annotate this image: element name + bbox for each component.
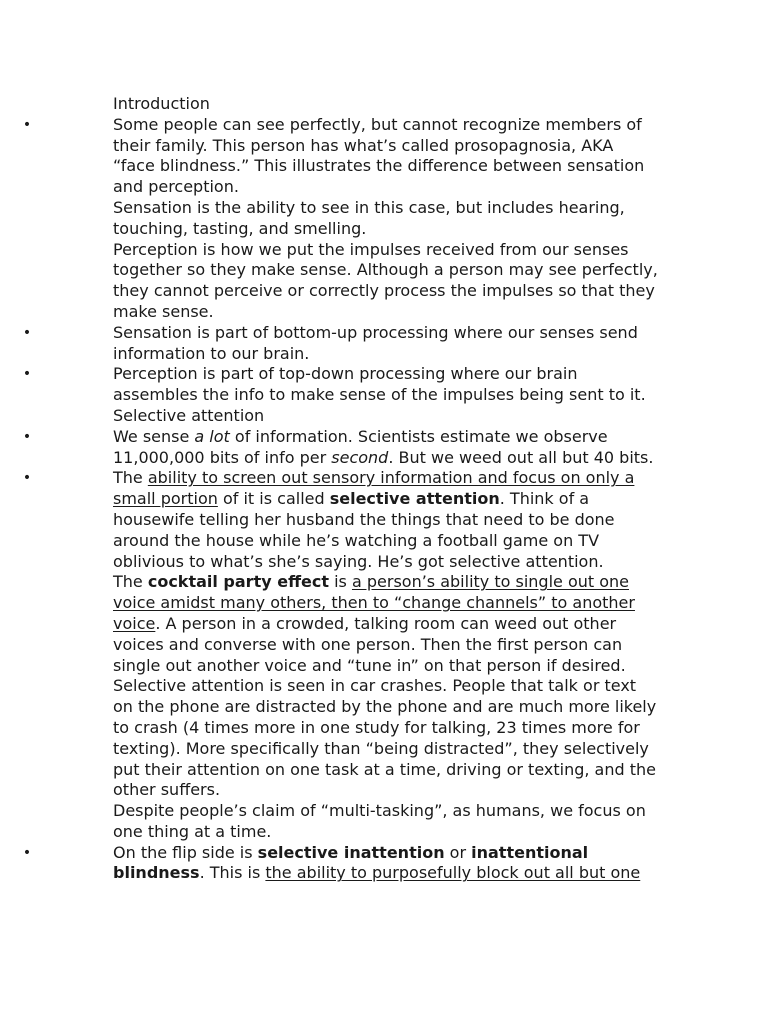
paragraph bbox=[0, 323, 658, 365]
text-run: Perception is part of top-down processing where our brain assembles the info to make sense of the impulses being sent to it. bbox=[113, 364, 646, 405]
underlined-text: the ability to purposefully block out all but one bbox=[265, 863, 641, 883]
bullet-icon: • bbox=[22, 116, 32, 133]
bullet-icon: • bbox=[22, 844, 32, 861]
underlined-text: a person’s ability to single out one voice amidst many others, then to “change channels” to another voice bbox=[113, 572, 635, 633]
paragraph bbox=[0, 427, 658, 469]
text-run: Selective attention is seen in car crashes. People that talk or text on the phone are distracted by the phone and are much more likely to crash (4 times more in one study for talking, 23 times more for texting). More specifically than “being distracted”, they selectively put their attention on one task at a time, driving or texting, and the other suffers. bbox=[113, 676, 657, 800]
paragraph bbox=[0, 364, 658, 406]
bold-term: selective attention bbox=[329, 489, 500, 509]
text-run: The bbox=[113, 572, 148, 592]
paragraph bbox=[0, 676, 658, 801]
italic-text: second bbox=[331, 447, 389, 467]
paragraph bbox=[0, 240, 658, 323]
text-run: of it is called bbox=[217, 489, 330, 509]
paragraph bbox=[0, 468, 658, 572]
text-run: The bbox=[113, 468, 148, 488]
text-run: Selective attention bbox=[113, 405, 265, 425]
paragraph bbox=[0, 572, 658, 676]
paragraph bbox=[0, 801, 658, 843]
paragraph bbox=[0, 115, 658, 198]
text-run: . This is bbox=[199, 863, 266, 883]
text-run: of information. Scientists estimate we observe 11,000,000 bits of info per bbox=[113, 426, 608, 467]
document-page bbox=[0, 94, 768, 884]
text-run: Introduction bbox=[113, 94, 210, 113]
text-run: . A person in a crowded, talking room can weed out other voices and converse with one person. Then the first person can single out another voice and “tune in” on that person if desired. bbox=[113, 613, 626, 675]
text-run: We sense bbox=[113, 426, 195, 446]
paragraph bbox=[0, 94, 658, 115]
text-run: Some people can see perfectly, but cannot recognize members of their family. This person has what’s called prosopagnosia, AKA “face blindness.” This illustrates the difference between sensation and perception. bbox=[113, 114, 645, 197]
bold-term: cocktail party effect bbox=[147, 572, 330, 592]
text-run: . Think of a housewife telling her husband the things that need to be done around the house while he’s watching a football game on TV oblivious to what’s she’s saying. He’s got selective attention. bbox=[113, 489, 615, 571]
text-run: Sensation is the ability to see in this case, but includes hearing, touching, tasting, and smelling. bbox=[113, 197, 625, 238]
bold-term: inattentional blindness bbox=[113, 842, 589, 883]
bullet-icon: • bbox=[22, 324, 32, 341]
bullet-icon: • bbox=[22, 366, 32, 383]
text-run: or bbox=[444, 842, 472, 862]
text-run: is bbox=[329, 572, 352, 592]
text-run: Sensation is part of bottom-up processing where our senses send information to our brain. bbox=[113, 322, 638, 363]
bullet-icon: • bbox=[22, 428, 32, 445]
paragraph bbox=[0, 406, 658, 427]
text-run: . But we weed out all but 40 bits. bbox=[388, 447, 654, 467]
text-run: On the flip side is bbox=[113, 842, 258, 862]
underlined-text: ability to screen out sensory information and focus on only a small portion bbox=[113, 468, 635, 509]
text-run: Perception is how we put the impulses received from our senses together so they make sense. Although a person may see perfectly, they cannot perceive or correctly process the impulses so that they make sense. bbox=[113, 239, 658, 321]
bullet-icon: • bbox=[22, 470, 32, 487]
bold-term: selective inattention bbox=[257, 842, 445, 862]
text-run: Despite people’s claim of “multi-tasking”, as humans, we focus on one thing at a time. bbox=[113, 801, 646, 841]
paragraph bbox=[0, 198, 658, 240]
paragraph bbox=[0, 843, 658, 885]
italic-text: a lot bbox=[194, 426, 230, 446]
